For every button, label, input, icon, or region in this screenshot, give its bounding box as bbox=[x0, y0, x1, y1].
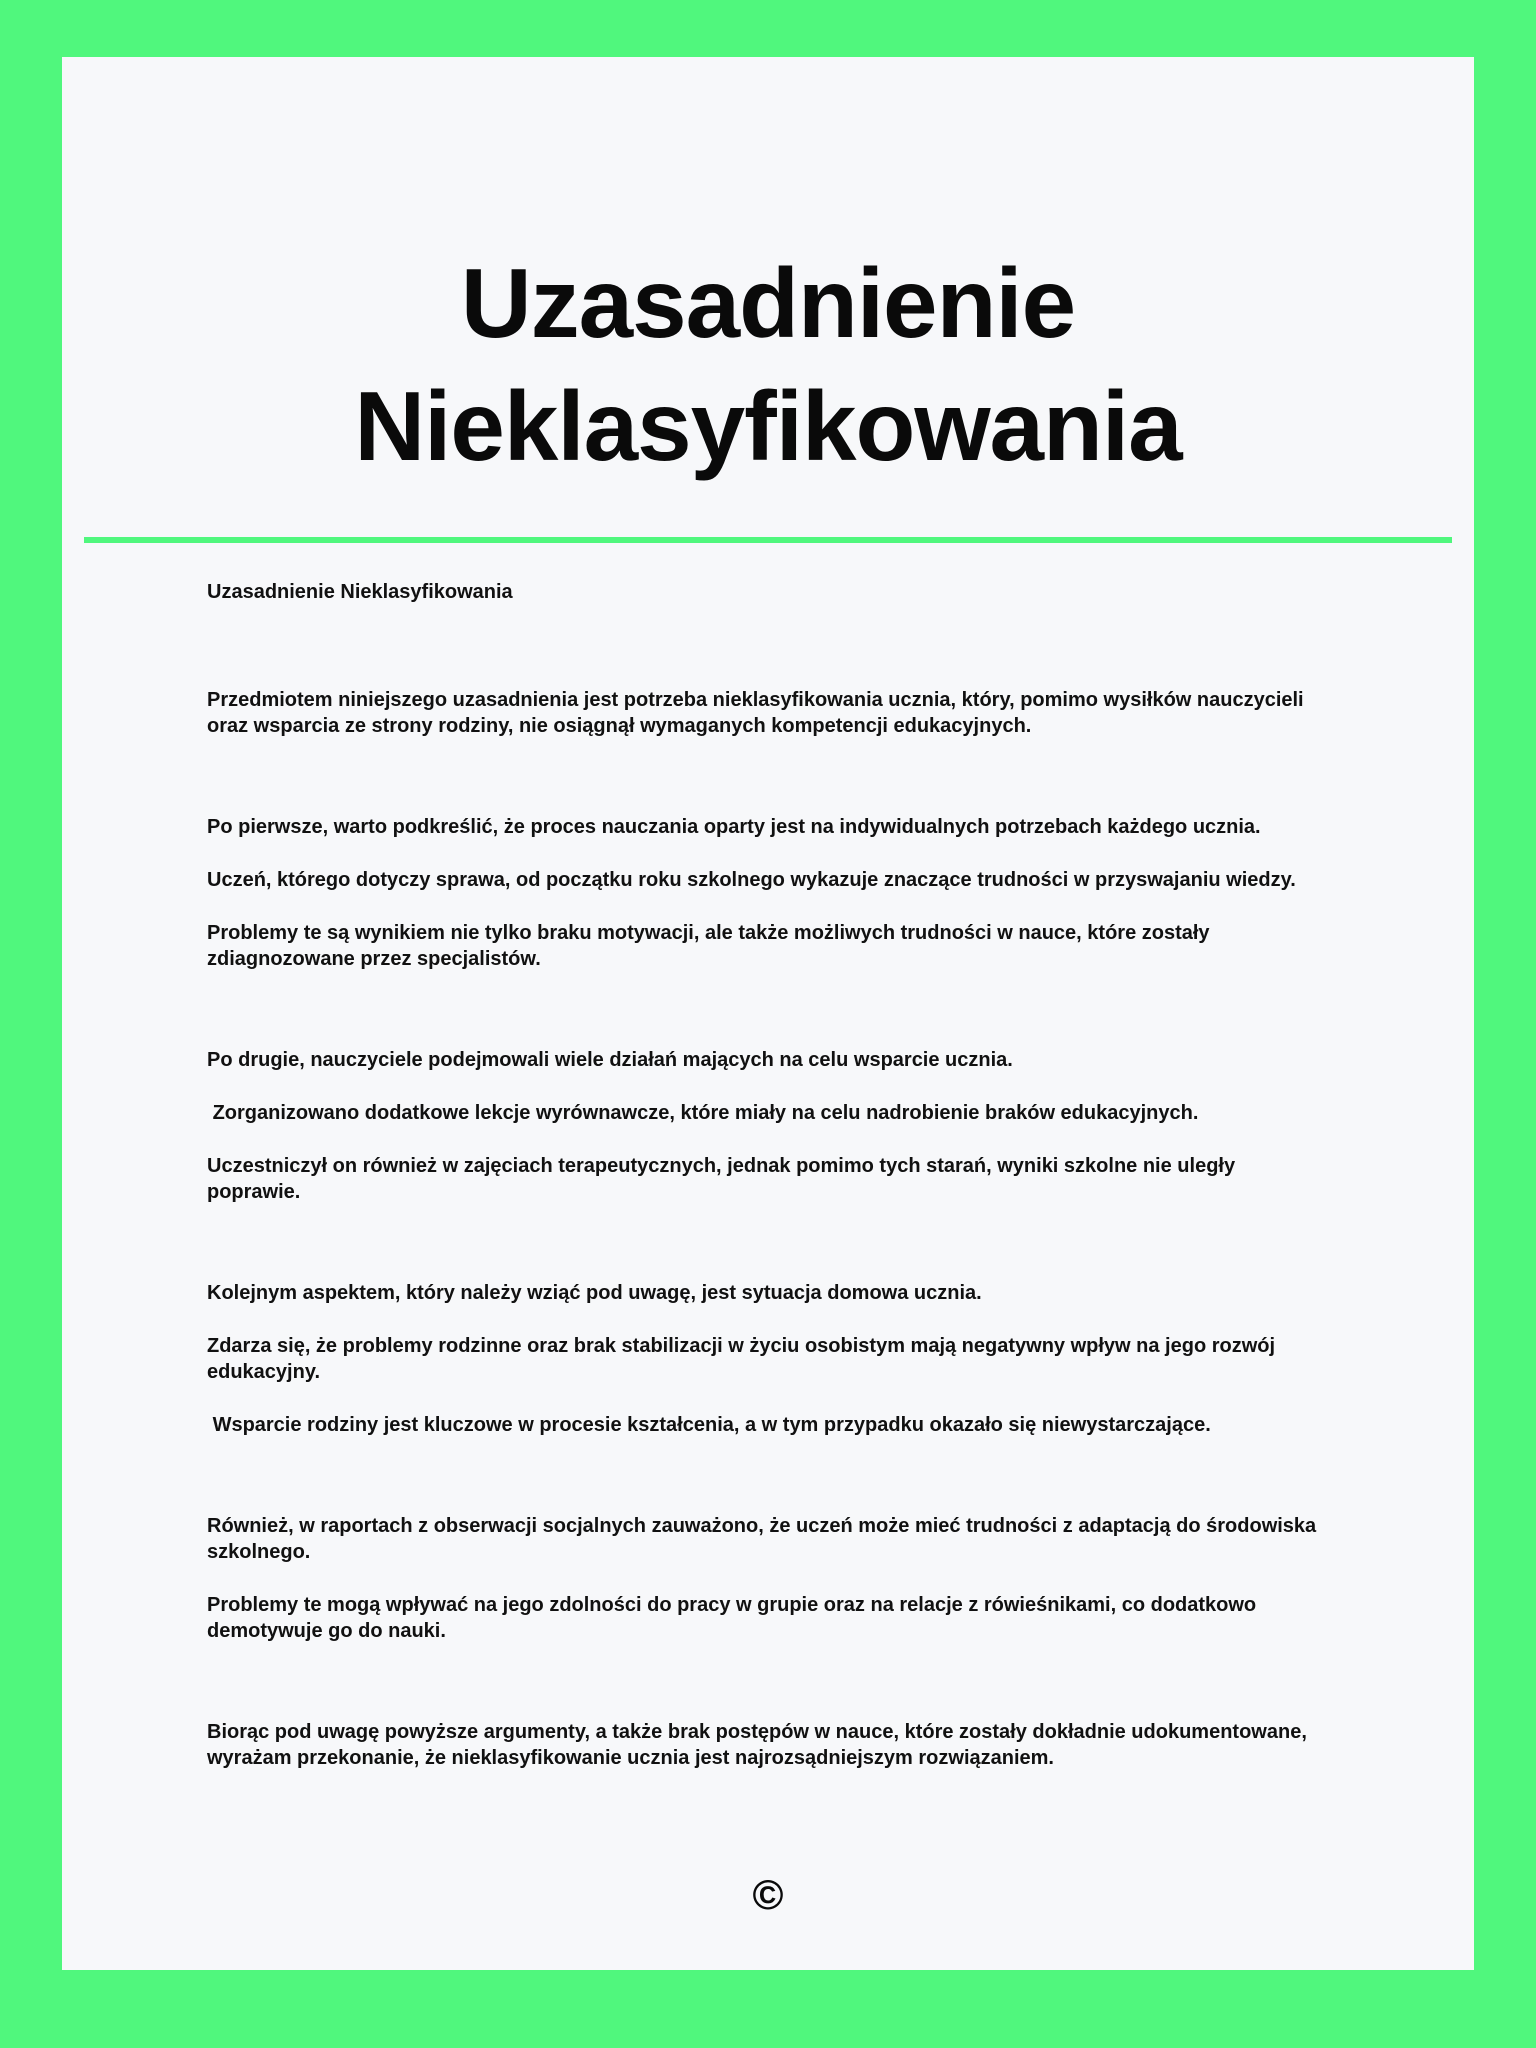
paragraph: Problemy te mogą wpływać na jego zdolności do pracy w grupie oraz na relacje z rówieśnikami, co dodatkowo demotywuje go do nauki. bbox=[207, 1594, 1262, 1642]
paragraph: Również, w raportach z obserwacji socjalnych zauważono, że uczeń może mieć trudności z adaptacją do środowiska szkolnego. bbox=[207, 1515, 1322, 1563]
document-page bbox=[62, 57, 1474, 1970]
document-body bbox=[62, 543, 1474, 1771]
paragraph: Uczestniczył on również w zajęciach terapeutycznych, jednak pomimo tych starań, wyniki szkolne nie uległy poprawie. bbox=[207, 1155, 1241, 1203]
paragraph: Wsparcie rodziny jest kluczowe w procesie kształcenia, a w tym przypadku okazało się niewystarczające. bbox=[207, 1414, 1211, 1436]
document-title: Uzasadnienie Nieklasyfikowania bbox=[354, 248, 1182, 481]
document-section bbox=[207, 1047, 1332, 1205]
paragraph: Po pierwsze, warto podkreślić, że proces nauczania oparty jest na indywidualnych potrzebach każdego ucznia. bbox=[207, 816, 1261, 838]
closing-section bbox=[207, 1719, 1332, 1771]
intro-paragraph: Przedmiotem niniejszego uzasadnienia jest potrzeba nieklasyfikowania ucznia, który, pomimo wysiłków nauczycieli oraz wsparcia ze strony rodziny, nie osiągnął wymaganych kompetencji edukacyjnych. bbox=[207, 689, 1310, 737]
document-section bbox=[207, 814, 1332, 972]
document-section bbox=[207, 1513, 1332, 1644]
paragraph: Kolejnym aspektem, który należy wziąć pod uwagę, jest sytuacja domowa ucznia. bbox=[207, 1282, 982, 1304]
paragraph: Uczeń, którego dotyczy sprawa, od początku roku szkolnego wykazuje znaczące trudności w przyswajaniu wiedzy. bbox=[207, 869, 1296, 891]
paragraph: Po drugie, nauczyciele podejmowali wiele działań mających na celu wsparcie ucznia. bbox=[207, 1049, 1013, 1071]
document-heading: Uzasadnienie Nieklasyfikowania bbox=[207, 581, 513, 603]
paragraph: Zorganizowano dodatkowe lekcje wyrównawcze, które miały na celu nadrobienie braków edukacyjnych. bbox=[207, 1102, 1199, 1124]
document-section bbox=[207, 1280, 1332, 1438]
closing-paragraph: Biorąc pod uwagę powyższe argumenty, a także brak postępów w nauce, które zostały dokładnie udokumentowane, wyrażam przekonanie, że nieklasyfikowanie ucznia jest najrozsądniejszym rozwiązaniem. bbox=[207, 1721, 1313, 1769]
paragraph: Problemy te są wynikiem nie tylko braku motywacji, ale także możliwych trudności w nauce, które zostały zdiagnozowane przez specjalistów. bbox=[207, 922, 1216, 970]
intro-section bbox=[207, 687, 1332, 739]
paragraph: Zdarza się, że problemy rodzinne oraz brak stabilizacji w życiu osobistym mają negatywny wpływ na jego rozwój edukacyjny. bbox=[207, 1335, 1281, 1383]
copyright-symbol: © bbox=[752, 1871, 784, 1918]
